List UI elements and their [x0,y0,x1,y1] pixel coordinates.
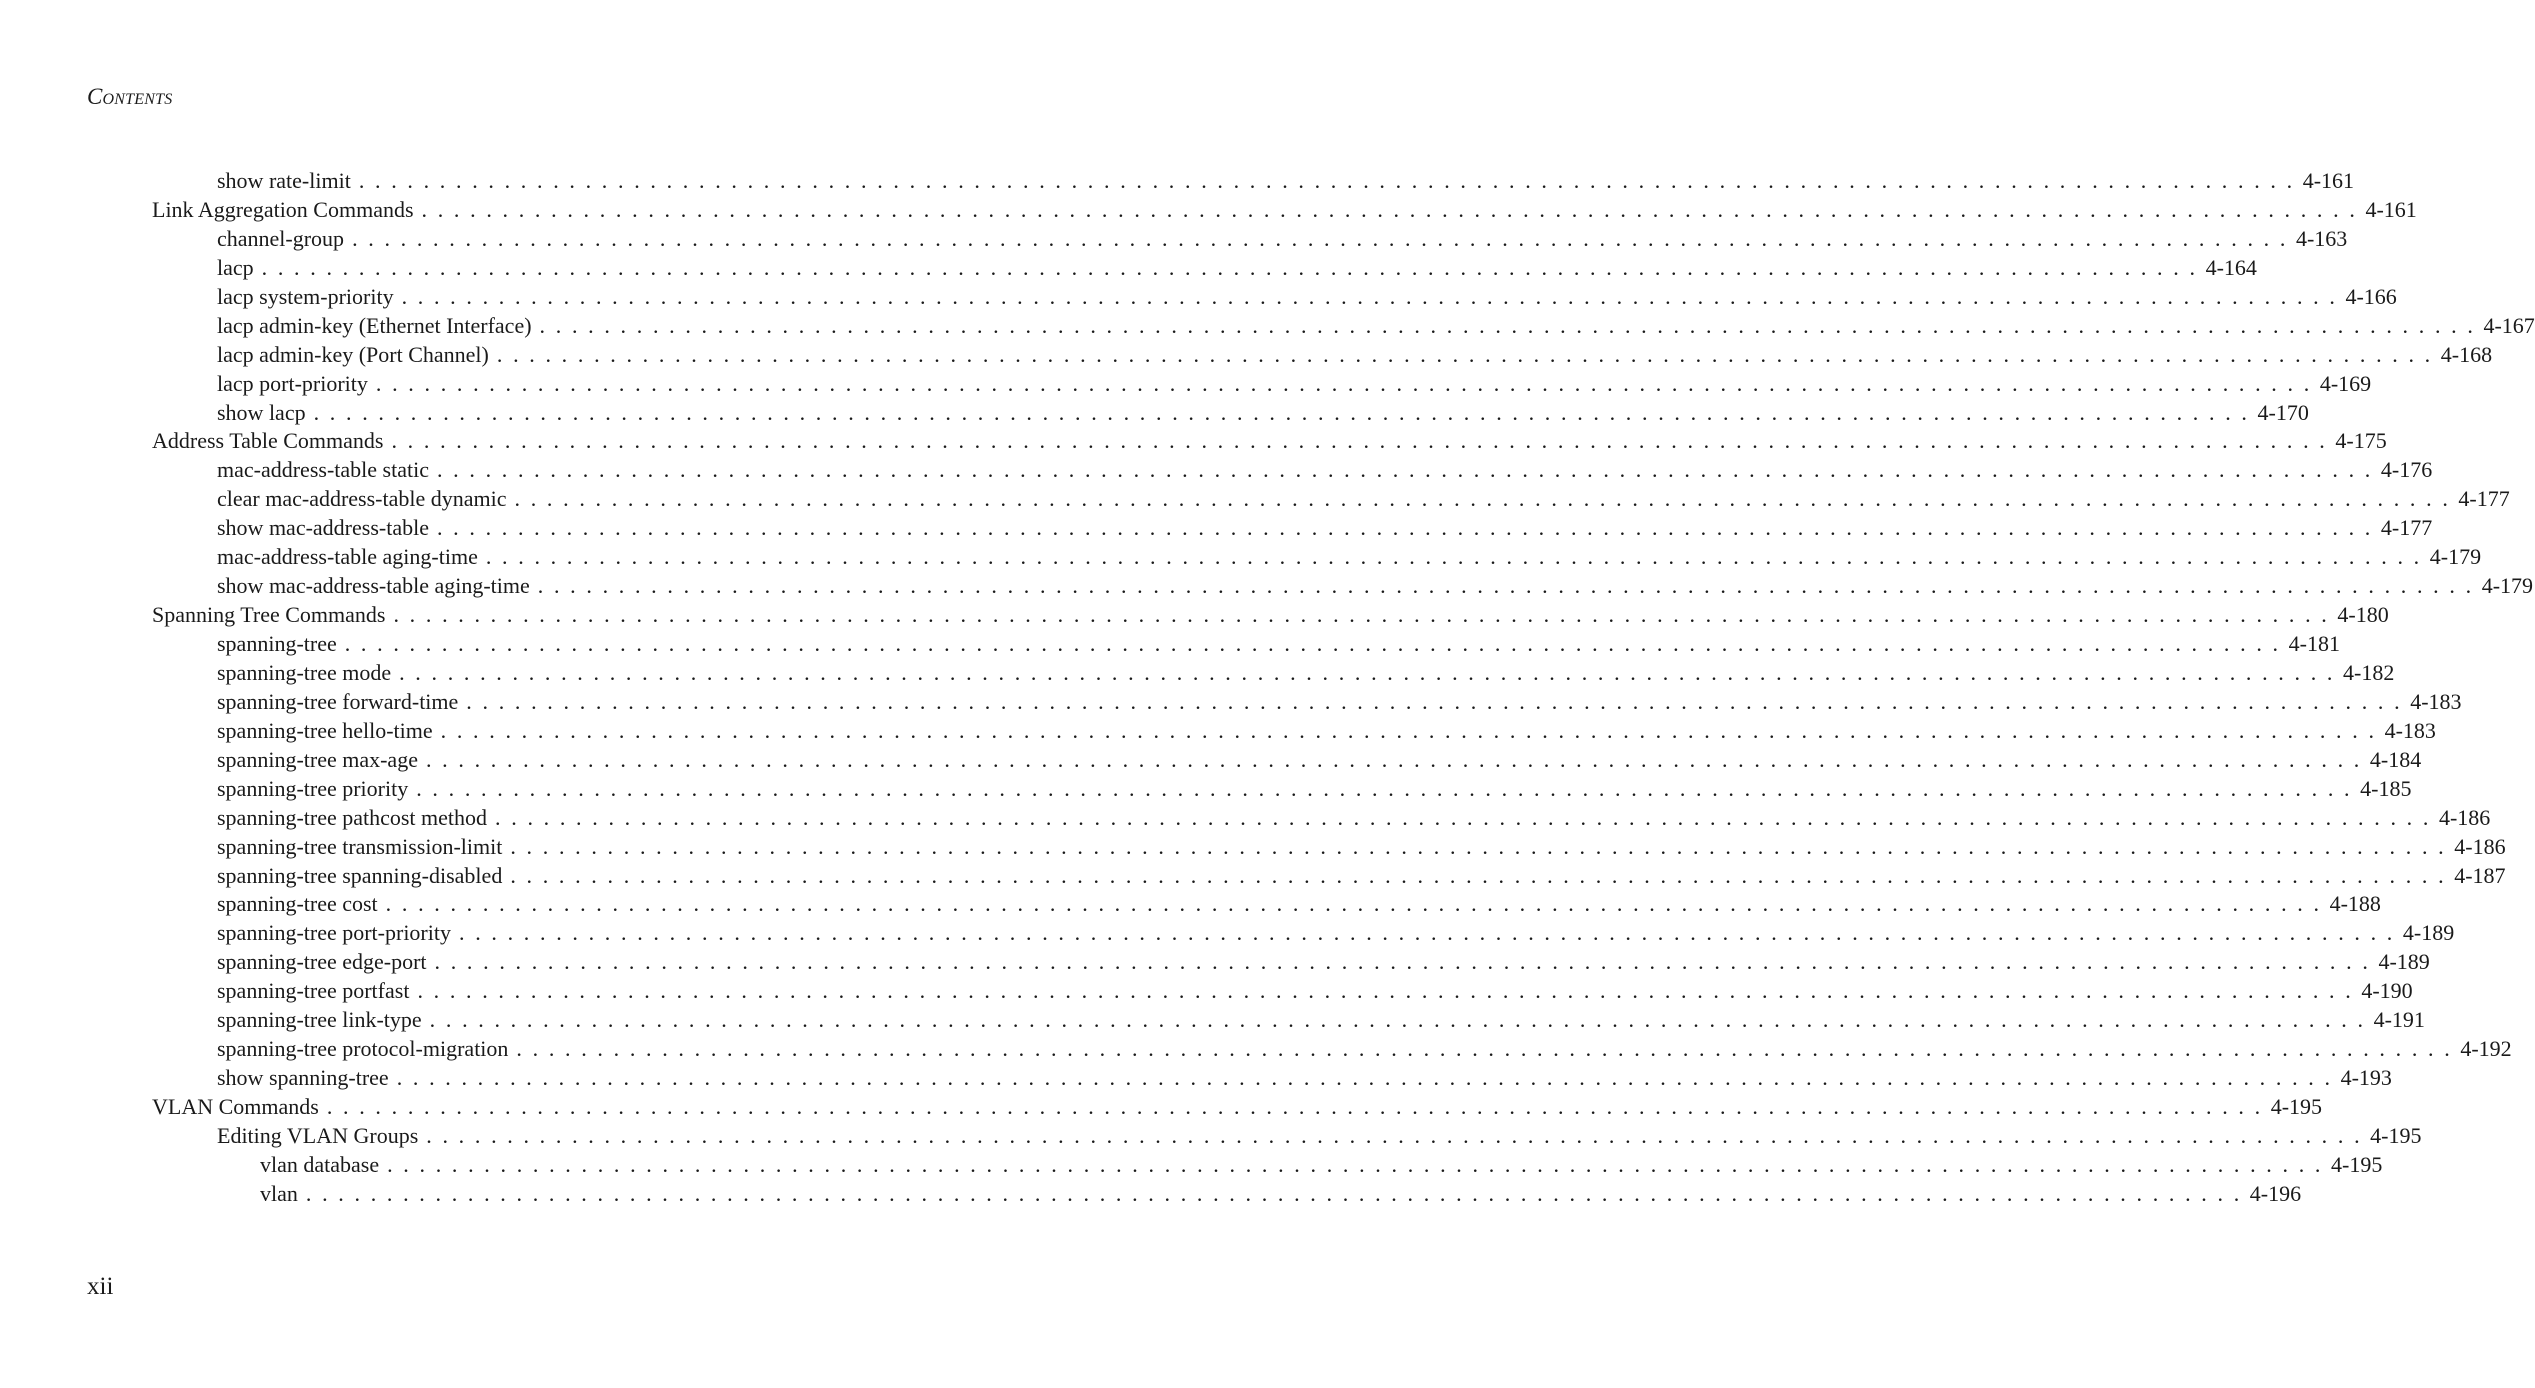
page-number: xii [87,1273,114,1300]
toc-entry [152,948,2430,977]
toc-entry [152,456,2433,485]
toc-dot-leader: . . . . . . . . . . . . . . . . . . . . . . . . . . . . . . . . . . . . . . . . . . . . . . . . . . . . . . . . . . . . . . . . . . . . . . . . . . . . . . . . . . . . . . . . . . . . . . . . . . . . . . . . . . . . . . . . . . . . . . . . [485,544,2422,570]
toc-entry-title: lacp system-priority [217,283,394,309]
toc-entry-page: 4-177 [2458,486,2510,512]
toc-entry-title: spanning-tree spanning-disabled [217,862,503,888]
toc-dot-leader: . . . . . . . . . . . . . . . . . . . . . . . . . . . . . . . . . . . . . . . . . . . . . . . . . . . . . . . . . . . . . . . . . . . . . . . . . . . . . . . . . . . . . . . . . . . . . . . . . . . . . . . . . . . . . . . . . . . . . . . . [510,862,2447,888]
table-of-contents [152,167,2535,1209]
toc-entry-title: show spanning-tree [217,1065,389,1091]
toc-entry [152,1180,2302,1209]
toc-entry-page: 4-170 [2257,399,2309,425]
toc-entry-page: 4-181 [2288,631,2340,656]
toc-dot-leader: . . . . . . . . . . . . . . . . . . . . . . . . . . . . . . . . . . . . . . . . . . . . . . . . . . . . . . . . . . . . . . . . . . . . . . . . . . . . . . . . . . . . . . . . . . . . . . . . . . . . . . . . . . . . . . . . . . . . . . . . [393,602,2330,628]
toc-entry-page: 4-185 [2360,775,2412,801]
toc-entry-page: 4-176 [2380,457,2433,483]
toc-entry-page: 4-169 [2319,370,2372,396]
toc-entry [152,1122,2422,1151]
toc-entry-page: 4-195 [2331,1151,2383,1177]
toc-entry-page: 4-161 [2365,196,2417,222]
toc-dot-leader: . . . . . . . . . . . . . . . . . . . . . . . . . . . . . . . . . . . . . . . . . . . . . . . . . . . . . . . . . . . . . . . . . . . . . . . . . . . . . . . . . . . . . . . . . . . . . . . . . . . . . . . . . . . . . . . . . . . . . . . . [436,515,2373,541]
toc-dot-leader: . . . . . . . . . . . . . . . . . . . . . . . . . . . . . . . . . . . . . . . . . . . . . . . . . . . . . . . . . . . . . . . . . . . . . . . . . . . . . . . . . . . . . . . . . . . . . . . . . . . . . . . . . . . . . . . . . . . . . . . . [305,1180,2242,1206]
toc-entry-page: 4-184 [2369,746,2422,772]
toc-entry [152,1093,2323,1122]
toc-entry-page: 4-175 [2335,428,2387,454]
toc-entry [152,1035,2512,1064]
toc-entry-page: 4-189 [2402,920,2455,946]
toc-entry [152,196,2417,225]
toc-dot-leader: . . . . . . . . . . . . . . . . . . . . . . . . . . . . . . . . . . . . . . . . . . . . . . . . . . . . . . . . . . . . . . . . . . . . . . . . . . . . . . . . . . . . . . . . . . . . . . . . . . . . . . . . . . . . . . . . . . . . . . . . [261,254,2198,280]
toc-entry [152,312,2535,341]
toc-entry-page: 4-186 [2438,804,2491,830]
toc-entry-page: 4-190 [2361,978,2413,1004]
toc-entry-title: show rate-limit [217,168,351,193]
toc-entry-title: spanning-tree [217,631,337,656]
toc-dot-leader: . . . . . . . . . . . . . . . . . . . . . . . . . . . . . . . . . . . . . . . . . . . . . . . . . . . . . . . . . . . . . . . . . . . . . . . . . . . . . . . . . . . . . . . . . . . . . . . . . . . . . . . . . . . . . . . . . . . . . . . . [514,486,2451,512]
toc-dot-leader: . . . . . . . . . . . . . . . . . . . . . . . . . . . . . . . . . . . . . . . . . . . . . . . . . . . . . . . . . . . . . . . . . . . . . . . . . . . . . . . . . . . . . . . . . . . . . . . . . . . . . . . . . . . . . . . . . . . . . . . . [516,1036,2453,1062]
toc-entry [152,1151,2383,1180]
toc-dot-leader: . . . . . . . . . . . . . . . . . . . . . . . . . . . . . . . . . . . . . . . . . . . . . . . . . . . . . . . . . . . . . . . . . . . . . . . . . . . . . . . . . . . . . . . . . . . . . . . . . . . . . . . . . . . . . . . . . . . . . . . . [510,833,2447,859]
toc-entry-title: vlan [260,1180,298,1206]
toc-entry-page: 4-183 [2410,688,2462,714]
toc-dot-leader: . . . . . . . . . . . . . . . . . . . . . . . . . . . . . . . . . . . . . . . . . . . . . . . . . . . . . . . . . . . . . . . . . . . . . . . . . . . . . . . . . . . . . . . . . . . . . . . . . . . . . . . . . . . . . . . . . . . . . . . . [421,196,2358,222]
toc-dot-leader: . . . . . . . . . . . . . . . . . . . . . . . . . . . . . . . . . . . . . . . . . . . . . . . . . . . . . . . . . . . . . . . . . . . . . . . . . . . . . . . . . . . . . . . . . . . . . . . . . . . . . . . . . . . . . . . . . . . . . . . . [326,1094,2263,1119]
toc-entry-title: spanning-tree pathcost method [217,804,488,830]
toc-entry [152,833,2506,862]
toc-dot-leader: . . . . . . . . . . . . . . . . . . . . . . . . . . . . . . . . . . . . . . . . . . . . . . . . . . . . . . . . . . . . . . . . . . . . . . . . . . . . . . . . . . . . . . . . . . . . . . . . . . . . . . . . . . . . . . . . . . . . . . . . [358,168,2295,193]
toc-dot-leader: . . . . . . . . . . . . . . . . . . . . . . . . . . . . . . . . . . . . . . . . . . . . . . . . . . . . . . . . . . . . . . . . . . . . . . . . . . . . . . . . . . . . . . . . . . . . . . . . . . . . . . . . . . . . . . . . . . . . . . . . [466,688,2403,714]
toc-dot-leader: . . . . . . . . . . . . . . . . . . . . . . . . . . . . . . . . . . . . . . . . . . . . . . . . . . . . . . . . . . . . . . . . . . . . . . . . . . . . . . . . . . . . . . . . . . . . . . . . . . . . . . . . . . . . . . . . . . . . . . . . [425,746,2362,772]
toc-entry [152,283,2397,312]
toc-entry-page: 4-180 [2337,602,2389,628]
toc-entry-page: 4-195 [2370,1122,2422,1148]
running-header: Contents [87,84,173,109]
toc-entry-title: VLAN Commands [152,1094,319,1119]
toc-entry [152,977,2413,1006]
toc-entry-title: spanning-tree hello-time [217,717,433,743]
toc-entry-title: spanning-tree max-age [217,746,418,772]
toc-entry-title: spanning-tree port-priority [217,920,451,946]
toc-entry-page: 4-191 [2373,1007,2425,1033]
toc-entry-page: 4-195 [2270,1094,2323,1119]
toc-entry-page: 4-196 [2249,1180,2302,1206]
toc-entry-title: spanning-tree portfast [217,978,410,1004]
toc-entry [152,254,2257,283]
toc-dot-leader: . . . . . . . . . . . . . . . . . . . . . . . . . . . . . . . . . . . . . . . . . . . . . . . . . . . . . . . . . . . . . . . . . . . . . . . . . . . . . . . . . . . . . . . . . . . . . . . . . . . . . . . . . . . . . . . . . . . . . . . . [440,717,2377,743]
toc-entry-page: 4-186 [2454,833,2506,859]
toc-entry-title: spanning-tree link-type [217,1007,422,1033]
toc-dot-leader: . . . . . . . . . . . . . . . . . . . . . . . . . . . . . . . . . . . . . . . . . . . . . . . . . . . . . . . . . . . . . . . . . . . . . . . . . . . . . . . . . . . . . . . . . . . . . . . . . . . . . . . . . . . . . . . . . . . . . . . . [495,804,2431,830]
toc-entry-title: show lacp [217,399,306,425]
toc-entry [152,688,2462,717]
toc-entry-title: spanning-tree mode [217,659,392,685]
toc-dot-leader: . . . . . . . . . . . . . . . . . . . . . . . . . . . . . . . . . . . . . . . . . . . . . . . . . . . . . . . . . . . . . . . . . . . . . . . . . . . . . . . . . . . . . . . . . . . . . . . . . . . . . . . . . . . . . . . . . . . . . . . . [496,341,2433,367]
toc-entry-page: 4-164 [2205,254,2257,280]
toc-entry-title: spanning-tree protocol-migration [217,1036,509,1062]
toc-dot-leader: . . . . . . . . . . . . . . . . . . . . . . . . . . . . . . . . . . . . . . . . . . . . . . . . . . . . . . . . . . . . . . . . . . . . . . . . . . . . . . . . . . . . . . . . . . . . . . . . . . . . . . . . . . . . . . . . . . . . . . . . [396,1065,2333,1091]
toc-dot-leader: . . . . . . . . . . . . . . . . . . . . . . . . . . . . . . . . . . . . . . . . . . . . . . . . . . . . . . . . . . . . . . . . . . . . . . . . . . . . . . . . . . . . . . . . . . . . . . . . . . . . . . . . . . . . . . . . . . . . . . . . [375,370,2312,396]
toc-dot-leader: . . . . . . . . . . . . . . . . . . . . . . . . . . . . . . . . . . . . . . . . . . . . . . . . . . . . . . . . . . . . . . . . . . . . . . . . . . . . . . . . . . . . . . . . . . . . . . . . . . . . . . . . . . . . . . . . . . . . . . . . [352,225,2288,251]
toc-dot-leader: . . . . . . . . . . . . . . . . . . . . . . . . . . . . . . . . . . . . . . . . . . . . . . . . . . . . . . . . . . . . . . . . . . . . . . . . . . . . . . . . . . . . . . . . . . . . . . . . . . . . . . . . . . . . . . . . . . . . . . . . [459,920,2395,946]
toc-entry-page: 4-163 [2295,225,2348,251]
toc-dot-leader: . . . . . . . . . . . . . . . . . . . . . . . . . . . . . . . . . . . . . . . . . . . . . . . . . . . . . . . . . . . . . . . . . . . . . . . . . . . . . . . . . . . . . . . . . . . . . . . . . . . . . . . . . . . . . . . . . . . . . . . . [417,978,2354,1004]
toc-entry-title: show mac-address-table [217,515,429,541]
toc-dot-leader: . . . . . . . . . . . . . . . . . . . . . . . . . . . . . . . . . . . . . . . . . . . . . . . . . . . . . . . . . . . . . . . . . . . . . . . . . . . . . . . . . . . . . . . . . . . . . . . . . . . . . . . . . . . . . . . . . . . . . . . . [537,573,2474,599]
toc-entry [152,370,2372,399]
toc-entry-title: Address Table Commands [152,428,384,454]
toc-dot-leader: . . . . . . . . . . . . . . . . . . . . . . . . . . . . . . . . . . . . . . . . . . . . . . . . . . . . . . . . . . . . . . . . . . . . . . . . . . . . . . . . . . . . . . . . . . . . . . . . . . . . . . . . . . . . . . . . . . . . . . . . [344,631,2281,656]
toc-entry-title: lacp admin-key (Ethernet Interface) [217,312,532,338]
toc-entry-title: show mac-address-table aging-time [217,573,530,599]
toc-entry [152,717,2436,746]
toc-entry [152,167,2355,196]
toc-entry [152,1006,2425,1035]
toc-entry [152,341,2493,370]
toc-dot-leader: . . . . . . . . . . . . . . . . . . . . . . . . . . . . . . . . . . . . . . . . . . . . . . . . . . . . . . . . . . . . . . . . . . . . . . . . . . . . . . . . . . . . . . . . . . . . . . . . . . . . . . . . . . . . . . . . . . . . . . . . [429,1007,2366,1033]
toc-entry-title: mac-address-table aging-time [217,544,478,570]
toc-entry [152,862,2506,891]
toc-entry [152,775,2412,804]
toc-entry-page: 4-168 [2440,341,2493,367]
toc-entry-title: spanning-tree edge-port [217,949,427,975]
toc-entry-title: spanning-tree forward-time [217,688,459,714]
toc-entry-title: Spanning Tree Commands [152,602,386,628]
toc-entry [152,630,2340,659]
toc-entry-title: mac-address-table static [217,457,429,483]
toc-entry [152,1064,2392,1093]
toc-entry [152,919,2455,948]
toc-dot-leader: . . . . . . . . . . . . . . . . . . . . . . . . . . . . . . . . . . . . . . . . . . . . . . . . . . . . . . . . . . . . . . . . . . . . . . . . . . . . . . . . . . . . . . . . . . . . . . . . . . . . . . . . . . . . . . . . . . . . . . . . [436,457,2373,483]
toc-entry [152,427,2387,456]
toc-entry-page: 4-179 [2481,573,2534,599]
toc-entry [152,514,2433,543]
toc-entry-title: lacp port-priority [217,370,368,396]
toc-entry-title: Link Aggregation Commands [152,196,414,222]
toc-entry [152,890,2381,919]
toc-dot-leader: . . . . . . . . . . . . . . . . . . . . . . . . . . . . . . . . . . . . . . . . . . . . . . . . . . . . . . . . . . . . . . . . . . . . . . . . . . . . . . . . . . . . . . . . . . . . . . . . . . . . . . . . . . . . . . . . . . . . . . . . [401,283,2338,309]
toc-dot-leader: . . . . . . . . . . . . . . . . . . . . . . . . . . . . . . . . . . . . . . . . . . . . . . . . . . . . . . . . . . . . . . . . . . . . . . . . . . . . . . . . . . . . . . . . . . . . . . . . . . . . . . . . . . . . . . . . . . . . . . . . [539,312,2476,338]
toc-entry [152,659,2395,688]
toc-entry-title: lacp admin-key (Port Channel) [217,341,489,367]
toc-entry [152,746,2422,775]
toc-entry-page: 4-182 [2343,659,2395,685]
toc-dot-leader: . . . . . . . . . . . . . . . . . . . . . . . . . . . . . . . . . . . . . . . . . . . . . . . . . . . . . . . . . . . . . . . . . . . . . . . . . . . . . . . . . . . . . . . . . . . . . . . . . . . . . . . . . . . . . . . . . . . . . . . . [391,428,2328,454]
toc-entry-title: spanning-tree cost [217,891,378,917]
toc-entry [152,572,2534,601]
toc-entry [152,804,2491,833]
toc-entry [152,543,2482,572]
toc-entry-title: channel-group [217,225,345,251]
toc-dot-leader: . . . . . . . . . . . . . . . . . . . . . . . . . . . . . . . . . . . . . . . . . . . . . . . . . . . . . . . . . . . . . . . . . . . . . . . . . . . . . . . . . . . . . . . . . . . . . . . . . . . . . . . . . . . . . . . . . . . . . . . . [313,399,2250,425]
toc-entry-page: 4-188 [2329,891,2381,917]
toc-dot-leader: . . . . . . . . . . . . . . . . . . . . . . . . . . . . . . . . . . . . . . . . . . . . . . . . . . . . . . . . . . . . . . . . . . . . . . . . . . . . . . . . . . . . . . . . . . . . . . . . . . . . . . . . . . . . . . . . . . . . . . . . [434,949,2371,975]
toc-entry-page: 4-167 [2483,312,2535,338]
toc-entry-title: vlan database [260,1151,380,1177]
toc-entry [152,399,2309,428]
toc-entry-page: 4-189 [2378,949,2430,975]
toc-entry-title: spanning-tree transmission-limit [217,833,503,859]
toc-entry [152,225,2348,254]
toc-entry-title: lacp [217,254,254,280]
toc-entry-page: 4-166 [2345,283,2397,309]
toc-dot-leader: . . . . . . . . . . . . . . . . . . . . . . . . . . . . . . . . . . . . . . . . . . . . . . . . . . . . . . . . . . . . . . . . . . . . . . . . . . . . . . . . . . . . . . . . . . . . . . . . . . . . . . . . . . . . . . . . . . . . . . . . [385,891,2322,917]
toc-entry-page: 4-179 [2429,544,2482,570]
toc-dot-leader: . . . . . . . . . . . . . . . . . . . . . . . . . . . . . . . . . . . . . . . . . . . . . . . . . . . . . . . . . . . . . . . . . . . . . . . . . . . . . . . . . . . . . . . . . . . . . . . . . . . . . . . . . . . . . . . . . . . . . . . . [416,775,2353,801]
toc-entry [152,601,2389,630]
toc-entry-page: 4-192 [2460,1036,2512,1062]
toc-entry-page: 4-183 [2384,717,2436,743]
toc-entry-page: 4-193 [2340,1065,2392,1091]
toc-entry-page: 4-187 [2454,862,2506,888]
toc-entry-page: 4-177 [2380,515,2433,541]
toc-dot-leader: . . . . . . . . . . . . . . . . . . . . . . . . . . . . . . . . . . . . . . . . . . . . . . . . . . . . . . . . . . . . . . . . . . . . . . . . . . . . . . . . . . . . . . . . . . . . . . . . . . . . . . . . . . . . . . . . . . . . . . . . [399,659,2336,685]
toc-entry [152,485,2510,514]
toc-entry-title: clear mac-address-table dynamic [217,486,507,512]
toc-dot-leader: . . . . . . . . . . . . . . . . . . . . . . . . . . . . . . . . . . . . . . . . . . . . . . . . . . . . . . . . . . . . . . . . . . . . . . . . . . . . . . . . . . . . . . . . . . . . . . . . . . . . . . . . . . . . . . . . . . . . . . . . [387,1151,2324,1177]
toc-entry-title: Editing VLAN Groups [217,1122,419,1148]
toc-entry-title: spanning-tree priority [217,775,409,801]
toc-entry-page: 4-161 [2302,168,2355,193]
toc-dot-leader: . . . . . . . . . . . . . . . . . . . . . . . . . . . . . . . . . . . . . . . . . . . . . . . . . . . . . . . . . . . . . . . . . . . . . . . . . . . . . . . . . . . . . . . . . . . . . . . . . . . . . . . . . . . . . . . . . . . . . . . . [426,1122,2363,1148]
